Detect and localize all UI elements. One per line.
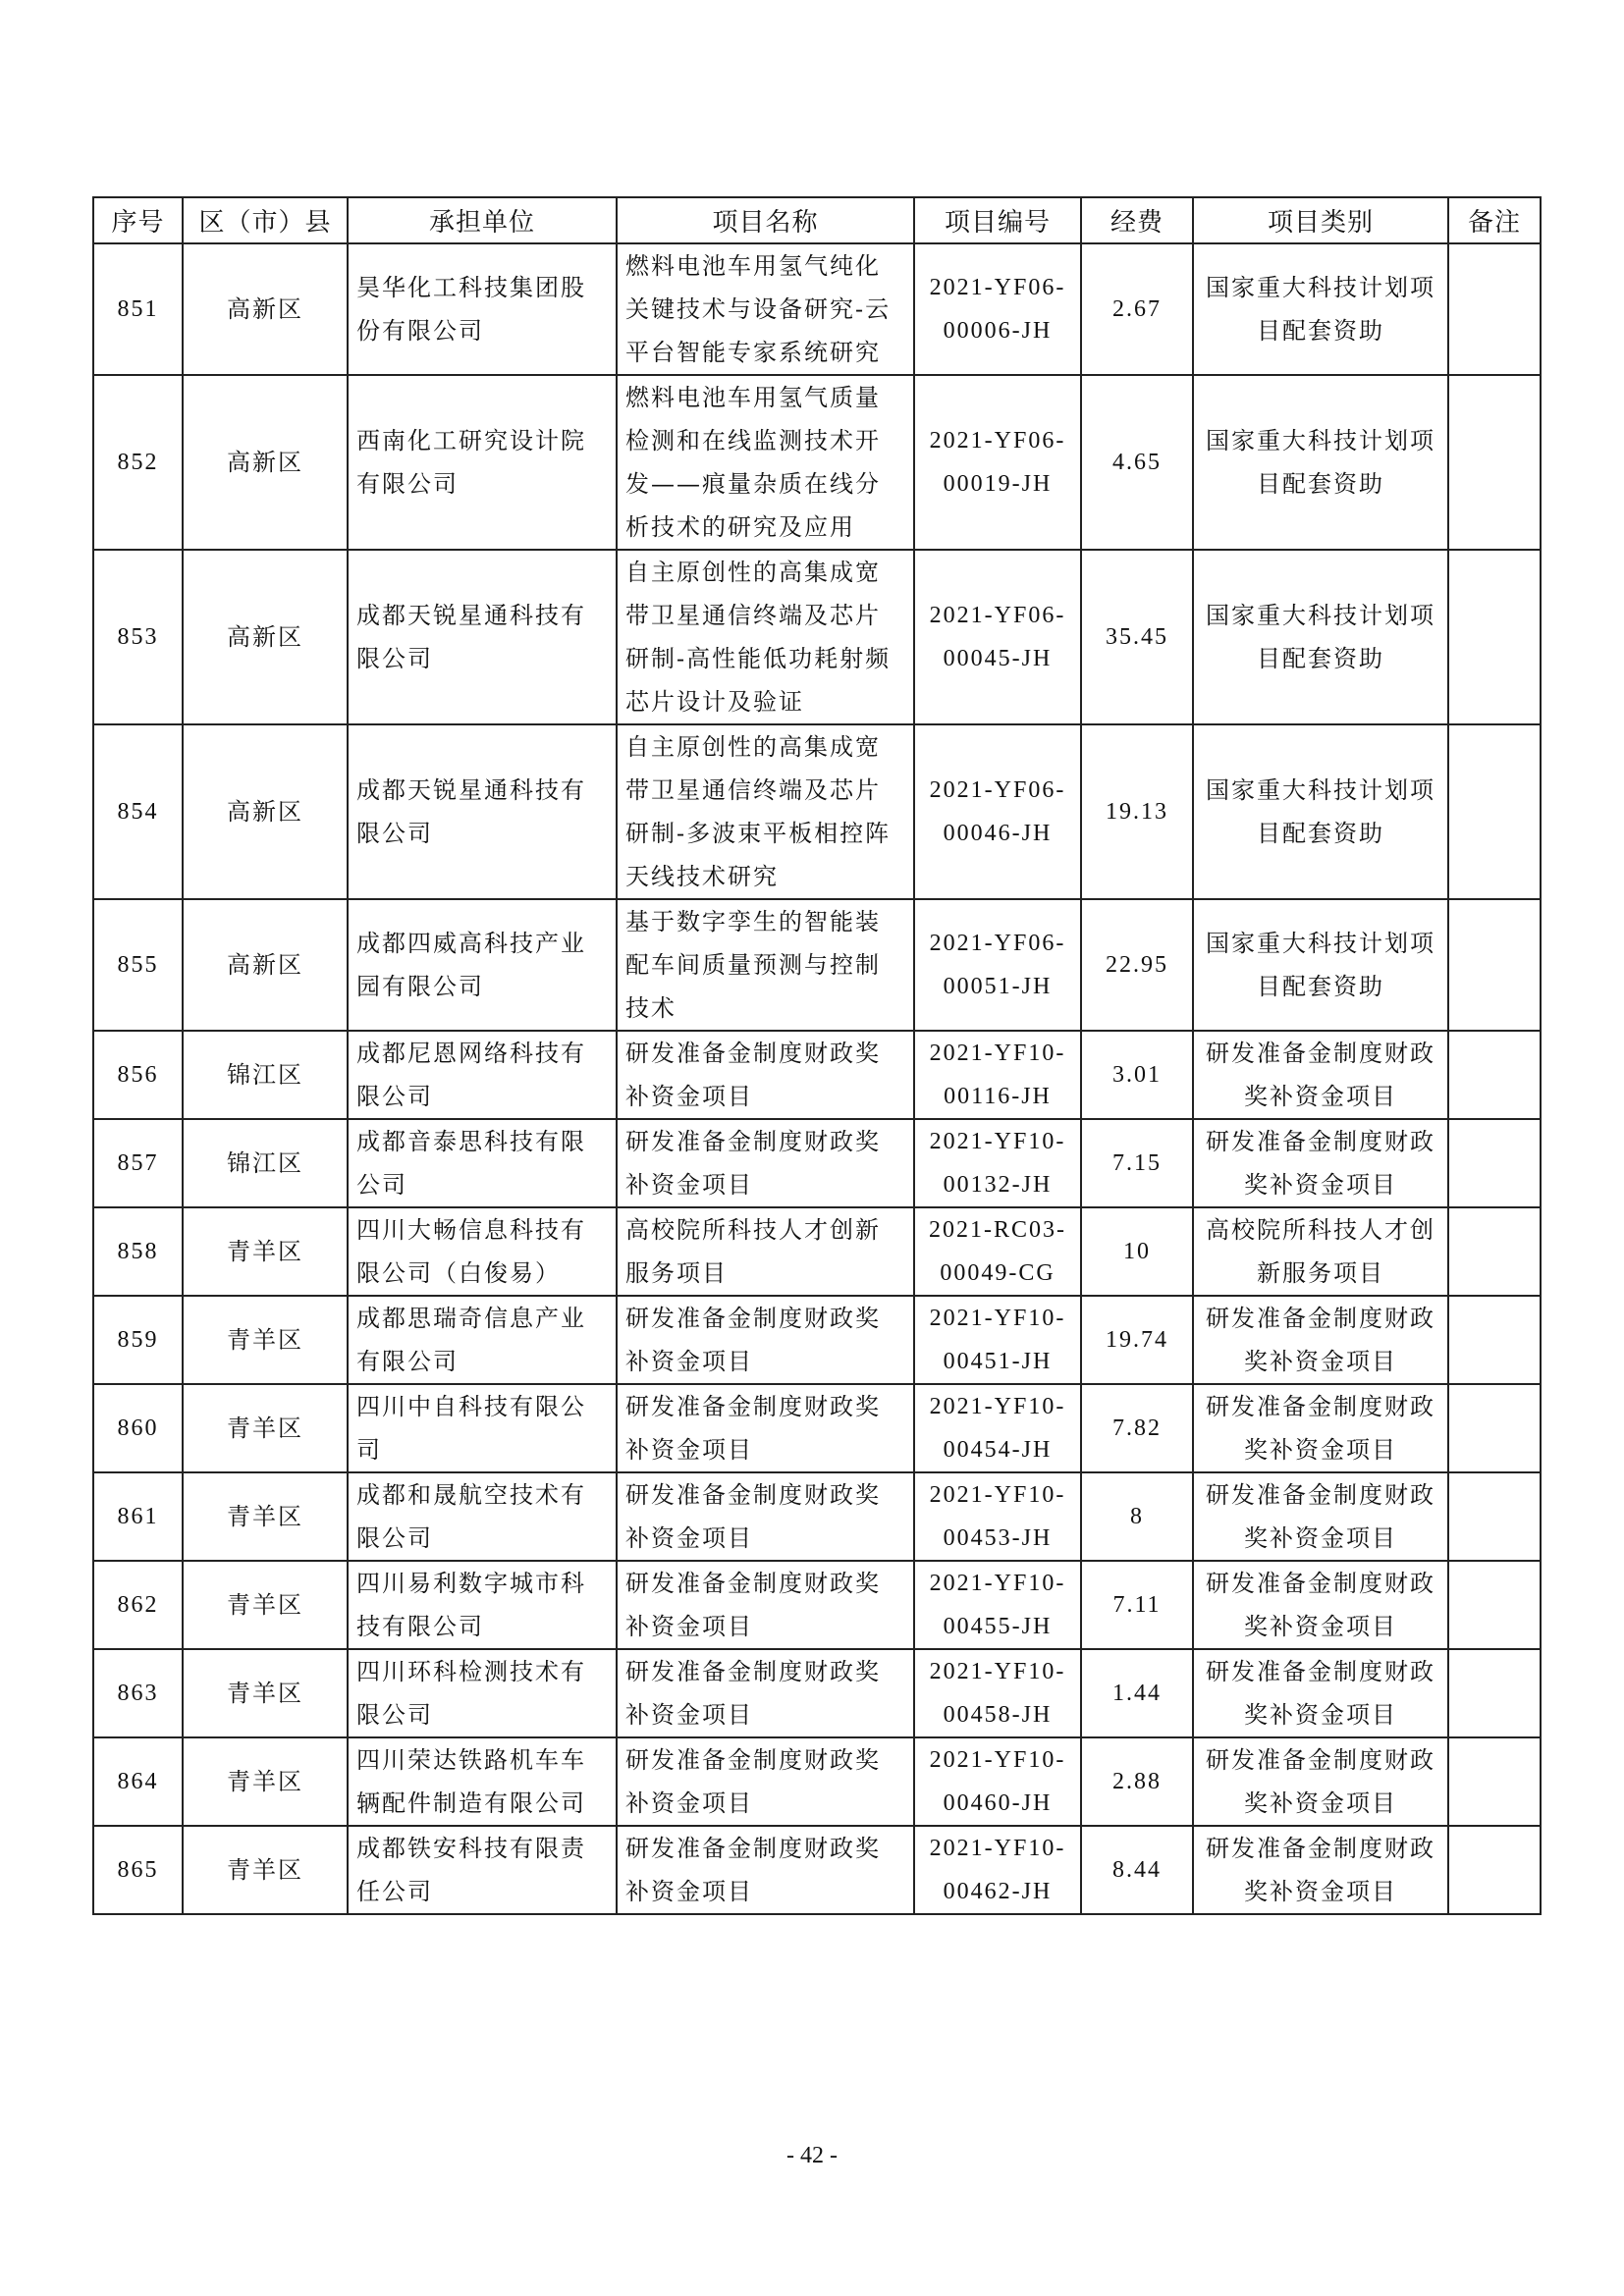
table-row: [93, 1737, 1541, 1826]
cell-undertaking-unit: 成都音泰思科技有限公司: [348, 1119, 617, 1207]
cell-project-name: 研发准备金制度财政奖补资金项目: [617, 1649, 914, 1737]
cell-serial-no: 856: [93, 1031, 183, 1119]
cell-project-code: [914, 1296, 1081, 1384]
cell-district: 高新区: [183, 550, 348, 724]
cell-funding: 19.13: [1081, 724, 1193, 899]
cell-district: 青羊区: [183, 1826, 348, 1914]
cell-remark: [1448, 899, 1541, 1031]
cell-district: 青羊区: [183, 1207, 348, 1296]
table-row: [93, 550, 1541, 724]
cell-district: 锦江区: [183, 1119, 348, 1207]
project-code-line-1: 2021-YF10-: [929, 1041, 1066, 1066]
cell-undertaking-unit: 成都天锐星通科技有限公司: [348, 724, 617, 899]
project-code-line-1: 2021-YF06-: [929, 777, 1066, 803]
cell-undertaking-unit: 西南化工研究设计院有限公司: [348, 375, 617, 550]
cell-district: 锦江区: [183, 1031, 348, 1119]
cell-funding: 22.95: [1081, 899, 1193, 1031]
cell-project-code: [914, 1119, 1081, 1207]
cell-undertaking-unit: 成都尼恩网络科技有限公司: [348, 1031, 617, 1119]
header-project-code: 项目编号: [914, 197, 1081, 243]
table-row: [93, 243, 1541, 375]
cell-project-category: 研发准备金制度财政奖补资金项目: [1193, 1472, 1448, 1561]
project-code-line-2: 00019-JH: [943, 471, 1053, 497]
cell-serial-no: 860: [93, 1384, 183, 1472]
cell-funding: 35.45: [1081, 550, 1193, 724]
cell-project-code: [914, 1561, 1081, 1649]
cell-funding: 3.01: [1081, 1031, 1193, 1119]
cell-project-name: 研发准备金制度财政奖补资金项目: [617, 1296, 914, 1384]
header-funding: 经费: [1081, 197, 1193, 243]
cell-project-category: 高校院所科技人才创新服务项目: [1193, 1207, 1448, 1296]
cell-funding: 2.88: [1081, 1737, 1193, 1826]
cell-project-name: 燃料电池车用氢气纯化关键技术与设备研究-云平台智能专家系统研究: [617, 243, 914, 375]
table-row: [93, 1031, 1541, 1119]
cell-project-category: 国家重大科技计划项目配套资助: [1193, 724, 1448, 899]
cell-project-code: [914, 1737, 1081, 1826]
cell-project-name: 研发准备金制度财政奖补资金项目: [617, 1031, 914, 1119]
cell-project-name: 研发准备金制度财政奖补资金项目: [617, 1737, 914, 1826]
header-remark: 备注: [1448, 197, 1541, 243]
page-number: - 42 -: [786, 2143, 838, 2168]
cell-serial-no: 854: [93, 724, 183, 899]
project-code-line-2: 00006-JH: [943, 318, 1053, 344]
cell-project-code: [914, 1031, 1081, 1119]
cell-undertaking-unit: 成都思瑞奇信息产业有限公司: [348, 1296, 617, 1384]
table-row: [93, 1384, 1541, 1472]
cell-project-category: 研发准备金制度财政奖补资金项目: [1193, 1119, 1448, 1207]
cell-funding: 1.44: [1081, 1649, 1193, 1737]
project-code-line-2: 00116-JH: [944, 1084, 1052, 1109]
cell-serial-no: 852: [93, 375, 183, 550]
cell-funding: 7.11: [1081, 1561, 1193, 1649]
cell-project-category: 国家重大科技计划项目配套资助: [1193, 550, 1448, 724]
cell-district: 青羊区: [183, 1737, 348, 1826]
cell-funding: 4.65: [1081, 375, 1193, 550]
cell-project-name: 研发准备金制度财政奖补资金项目: [617, 1561, 914, 1649]
cell-serial-no: 865: [93, 1826, 183, 1914]
cell-project-code: [914, 550, 1081, 724]
project-code-line-1: 2021-YF10-: [929, 1482, 1066, 1508]
project-code-line-1: 2021-YF10-: [929, 1306, 1066, 1331]
project-code-line-1: 2021-YF06-: [929, 603, 1066, 628]
cell-funding: 7.15: [1081, 1119, 1193, 1207]
cell-undertaking-unit: 四川中自科技有限公司: [348, 1384, 617, 1472]
project-code-line-2: 00049-CG: [940, 1260, 1056, 1286]
table-row: [93, 375, 1541, 550]
cell-serial-no: 853: [93, 550, 183, 724]
project-code-line-2: 00454-JH: [943, 1437, 1053, 1463]
table-row: [93, 1649, 1541, 1737]
cell-project-name: 研发准备金制度财政奖补资金项目: [617, 1472, 914, 1561]
cell-undertaking-unit: 成都天锐星通科技有限公司: [348, 550, 617, 724]
cell-serial-no: 858: [93, 1207, 183, 1296]
cell-serial-no: 855: [93, 899, 183, 1031]
cell-undertaking-unit: 四川环科检测技术有限公司: [348, 1649, 617, 1737]
cell-project-name: 高校院所科技人才创新服务项目: [617, 1207, 914, 1296]
cell-funding: 19.74: [1081, 1296, 1193, 1384]
header-undertaking-unit: 承担单位: [348, 197, 617, 243]
cell-remark: [1448, 243, 1541, 375]
project-code-line-2: 00132-JH: [943, 1172, 1053, 1198]
project-code-line-1: 2021-YF10-: [929, 1129, 1066, 1154]
table-row: [93, 1207, 1541, 1296]
cell-remark: [1448, 1649, 1541, 1737]
cell-project-name: 研发准备金制度财政奖补资金项目: [617, 1119, 914, 1207]
cell-project-code: [914, 1207, 1081, 1296]
cell-district: 青羊区: [183, 1561, 348, 1649]
table-row: [93, 1119, 1541, 1207]
cell-undertaking-unit: 四川荣达铁路机车车辆配件制造有限公司: [348, 1737, 617, 1826]
project-code-line-2: 00455-JH: [943, 1614, 1053, 1639]
cell-project-category: 研发准备金制度财政奖补资金项目: [1193, 1826, 1448, 1914]
project-code-line-2: 00458-JH: [943, 1702, 1053, 1728]
cell-district: 青羊区: [183, 1472, 348, 1561]
cell-undertaking-unit: 成都四威高科技产业园有限公司: [348, 899, 617, 1031]
cell-remark: [1448, 550, 1541, 724]
header-project-category: 项目类别: [1193, 197, 1448, 243]
project-code-line-1: 2021-YF10-: [929, 1394, 1066, 1419]
cell-serial-no: 863: [93, 1649, 183, 1737]
cell-project-name: 研发准备金制度财政奖补资金项目: [617, 1826, 914, 1914]
cell-district: 高新区: [183, 724, 348, 899]
header-project-name: 项目名称: [617, 197, 914, 243]
cell-remark: [1448, 1207, 1541, 1296]
table-row: [93, 1296, 1541, 1384]
cell-remark: [1448, 375, 1541, 550]
project-code-line-1: 2021-RC03-: [929, 1217, 1066, 1243]
project-code-line-2: 00051-JH: [943, 974, 1053, 999]
cell-undertaking-unit: 四川大畅信息科技有限公司（白俊易）: [348, 1207, 617, 1296]
project-code-line-1: 2021-YF06-: [929, 428, 1066, 454]
table-body: [93, 243, 1541, 1914]
cell-district: 高新区: [183, 243, 348, 375]
project-code-line-1: 2021-YF10-: [929, 1571, 1066, 1596]
cell-undertaking-unit: 成都铁安科技有限责任公司: [348, 1826, 617, 1914]
cell-project-name: 自主原创性的高集成宽带卫星通信终端及芯片研制-高性能低功耗射频芯片设计及验证: [617, 550, 914, 724]
cell-district: 高新区: [183, 899, 348, 1031]
cell-funding: 10: [1081, 1207, 1193, 1296]
table-row: [93, 724, 1541, 899]
header-serial-no: 序号: [93, 197, 183, 243]
cell-district: 青羊区: [183, 1384, 348, 1472]
cell-remark: [1448, 1384, 1541, 1472]
table-header-row: [93, 197, 1541, 243]
project-code-line-1: 2021-YF06-: [929, 275, 1066, 300]
cell-project-category: 研发准备金制度财政奖补资金项目: [1193, 1384, 1448, 1472]
project-code-line-2: 00460-JH: [943, 1790, 1053, 1816]
cell-serial-no: 862: [93, 1561, 183, 1649]
cell-serial-no: 859: [93, 1296, 183, 1384]
cell-project-code: [914, 243, 1081, 375]
cell-project-name: 燃料电池车用氢气质量检测和在线监测技术开发——痕量杂质在线分析技术的研究及应用: [617, 375, 914, 550]
cell-funding: 8.44: [1081, 1826, 1193, 1914]
project-code-line-1: 2021-YF06-: [929, 931, 1066, 956]
cell-remark: [1448, 1031, 1541, 1119]
cell-remark: [1448, 1472, 1541, 1561]
cell-district: 高新区: [183, 375, 348, 550]
table-row: [93, 1561, 1541, 1649]
cell-serial-no: 857: [93, 1119, 183, 1207]
cell-project-code: [914, 899, 1081, 1031]
cell-funding: 8: [1081, 1472, 1193, 1561]
cell-district: 青羊区: [183, 1649, 348, 1737]
project-code-line-1: 2021-YF10-: [929, 1659, 1066, 1684]
table-row: [93, 1826, 1541, 1914]
cell-undertaking-unit: 成都和晟航空技术有限公司: [348, 1472, 617, 1561]
cell-project-category: 研发准备金制度财政奖补资金项目: [1193, 1296, 1448, 1384]
cell-serial-no: 861: [93, 1472, 183, 1561]
cell-remark: [1448, 1119, 1541, 1207]
cell-project-category: 研发准备金制度财政奖补资金项目: [1193, 1737, 1448, 1826]
project-code-line-2: 00045-JH: [943, 646, 1053, 671]
table-row: [93, 1472, 1541, 1561]
cell-project-code: [914, 1649, 1081, 1737]
project-code-line-2: 00462-JH: [943, 1879, 1053, 1904]
cell-project-category: 国家重大科技计划项目配套资助: [1193, 899, 1448, 1031]
cell-project-category: 研发准备金制度财政奖补资金项目: [1193, 1561, 1448, 1649]
cell-project-category: 国家重大科技计划项目配套资助: [1193, 375, 1448, 550]
cell-project-category: 研发准备金制度财政奖补资金项目: [1193, 1031, 1448, 1119]
cell-serial-no: 864: [93, 1737, 183, 1826]
cell-district: 青羊区: [183, 1296, 348, 1384]
cell-remark: [1448, 724, 1541, 899]
cell-undertaking-unit: 四川易利数字城市科技有限公司: [348, 1561, 617, 1649]
cell-project-name: 基于数字孪生的智能装配车间质量预测与控制技术: [617, 899, 914, 1031]
cell-project-code: [914, 1826, 1081, 1914]
cell-remark: [1448, 1737, 1541, 1826]
project-code-line-2: 00046-JH: [943, 821, 1053, 846]
cell-project-category: 国家重大科技计划项目配套资助: [1193, 243, 1448, 375]
cell-project-category: 研发准备金制度财政奖补资金项目: [1193, 1649, 1448, 1737]
header-district: 区（市）县: [183, 197, 348, 243]
project-funding-table: [92, 196, 1542, 1915]
cell-remark: [1448, 1296, 1541, 1384]
cell-project-code: [914, 724, 1081, 899]
project-code-line-1: 2021-YF10-: [929, 1747, 1066, 1773]
cell-project-name: 研发准备金制度财政奖补资金项目: [617, 1384, 914, 1472]
cell-project-name: 自主原创性的高集成宽带卫星通信终端及芯片研制-多波束平板相控阵天线技术研究: [617, 724, 914, 899]
project-code-line-2: 00451-JH: [943, 1349, 1053, 1374]
cell-funding: 7.82: [1081, 1384, 1193, 1472]
project-code-line-1: 2021-YF10-: [929, 1836, 1066, 1861]
cell-project-code: [914, 1472, 1081, 1561]
cell-project-code: [914, 1384, 1081, 1472]
table-row: [93, 899, 1541, 1031]
cell-undertaking-unit: 昊华化工科技集团股份有限公司: [348, 243, 617, 375]
cell-remark: [1448, 1826, 1541, 1914]
cell-remark: [1448, 1561, 1541, 1649]
cell-funding: 2.67: [1081, 243, 1193, 375]
project-code-line-2: 00453-JH: [943, 1525, 1053, 1551]
cell-serial-no: 851: [93, 243, 183, 375]
cell-project-code: [914, 375, 1081, 550]
